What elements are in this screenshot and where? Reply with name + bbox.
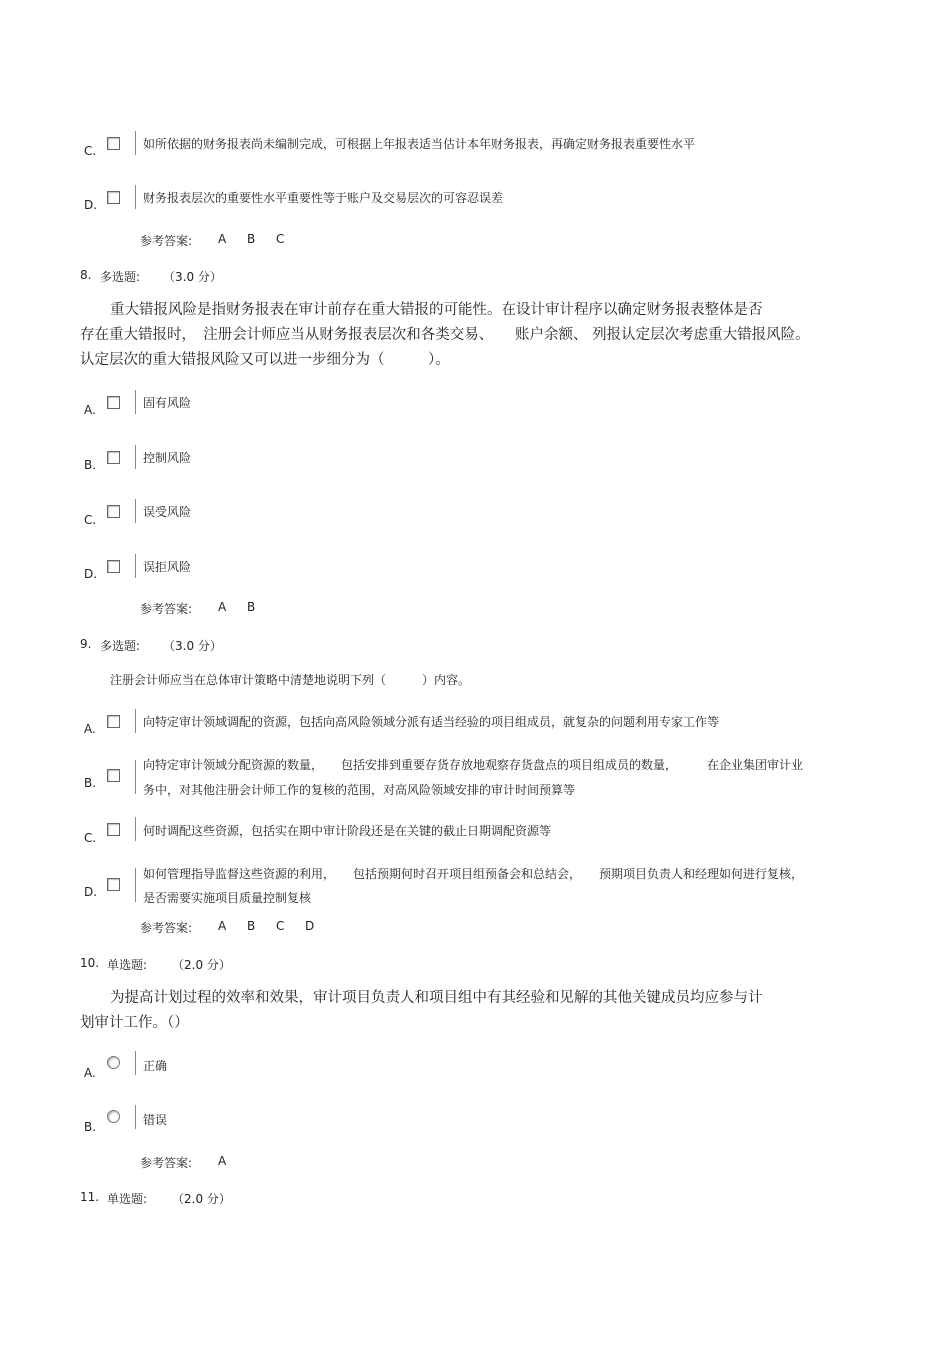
option-text: 务中，对其他注册会计师工作的复核的范围，对高风险领域安排的审计时间预算等 (143, 783, 576, 797)
question-type: 单选题: (107, 1192, 148, 1206)
question-type: 多选题: (100, 639, 141, 653)
option-text: 是否需要实施项目质量控制复核 (143, 891, 312, 905)
divider (135, 131, 136, 155)
divider (135, 817, 136, 841)
option-text: 如何管理指导监督这些资源的利用， 包括预期何时召开项目组预备会和总结会， 预期项目负责人和经理如何进行复核， (143, 867, 804, 881)
question-number: 9. (80, 637, 92, 651)
question-score: （2.0 分） (172, 958, 231, 972)
checkbox[interactable] (107, 137, 120, 150)
answer-letter: D (305, 919, 315, 933)
option-text: 误受风险 (143, 505, 192, 519)
divider (135, 445, 136, 469)
option-letter: B. (84, 776, 97, 790)
checkbox[interactable] (107, 505, 120, 518)
option-letter: A. (84, 722, 96, 736)
question-number: 11. (80, 1190, 100, 1204)
divider (135, 868, 136, 902)
divider (135, 390, 136, 414)
answer-letter: A (218, 919, 227, 933)
option-text: 财务报表层次的重要性水平重要性等于账户及交易层次的可容忍误差 (143, 191, 504, 205)
option-text: 如所依据的财务报表尚未编制完成，可根据上年报表适当估计本年财务报表，再确定财务报表重要性水平 (143, 137, 696, 151)
q9-stem: 注册会计师应当在总体审计策略中清楚地说明下列（ ）内容。 (110, 673, 471, 687)
option-text: 正确 (143, 1059, 168, 1073)
option-letter: C. (84, 513, 97, 527)
answer-letter: A (218, 600, 227, 614)
option-letter: D. (84, 885, 98, 899)
option-text: 误拒风险 (143, 560, 192, 574)
checkbox[interactable] (107, 451, 120, 464)
option-letter: D. (84, 198, 98, 212)
question-type: 单选题: (107, 958, 148, 972)
radio-button[interactable] (107, 1056, 120, 1069)
option-text: 控制风险 (143, 451, 192, 465)
answer-letter: A (218, 232, 227, 246)
option-text: 向特定审计领域调配的资源，包括向高风险领域分派有适当经验的项目组成员，就复杂的问题利用专家工作等 (143, 715, 720, 729)
option-letter: C. (84, 144, 97, 158)
answer-label: 参考答案: (140, 602, 193, 616)
question-type: 多选题: (100, 270, 141, 284)
stem-line: 划审计工作。（） (80, 1015, 189, 1031)
option-text: 固有风险 (143, 396, 192, 410)
stem-line: 认定层次的重大错报风险又可以进一步细分为（ ）。 (80, 352, 450, 368)
divider (135, 1105, 136, 1129)
checkbox[interactable] (107, 191, 120, 204)
checkbox[interactable] (107, 823, 120, 836)
divider (135, 709, 136, 733)
option-letter: D. (84, 567, 98, 581)
option-letter: C. (84, 831, 97, 845)
answer-letter: B (247, 232, 256, 246)
stem-line: 存在重大错报时， 注册会计师应当从财务报表层次和各类交易、 账户余额、 列报认定层次考虑重大错报风险。 (80, 327, 810, 343)
checkbox[interactable] (107, 878, 120, 891)
checkbox[interactable] (107, 560, 120, 573)
option-text: 向特定审计领域分配资源的数量， 包括安排到重要存货存放地观察存货盘点的项目组成员的数量， 在企业集团审计业 (143, 758, 804, 772)
answer-label: 参考答案: (140, 1156, 193, 1170)
question-number: 8. (80, 268, 92, 282)
question-number: 10. (80, 956, 100, 970)
question-score: （2.0 分） (172, 1192, 231, 1206)
option-letter: A. (84, 1066, 96, 1080)
answer-letter: A (218, 1154, 227, 1168)
answer-letter: C (276, 232, 285, 246)
stem-line: 为提高计划过程的效率和效果，审计项目负责人和项目组中有其经验和见解的其他关键成员均应参与计 (110, 990, 763, 1006)
checkbox[interactable] (107, 769, 120, 782)
checkbox[interactable] (107, 715, 120, 728)
radio-button[interactable] (107, 1110, 120, 1123)
divider (135, 499, 136, 523)
answer-letter: B (247, 600, 256, 614)
option-letter: B. (84, 1120, 97, 1134)
question-score: （3.0 分） (163, 639, 222, 653)
checkbox[interactable] (107, 396, 120, 409)
stem-line: 重大错报风险是指财务报表在审计前存在重大错报的可能性。在设计审计程序以确定财务报表整体是否 (110, 302, 763, 318)
answer-letter: B (247, 919, 256, 933)
divider (135, 554, 136, 578)
option-text: 何时调配这些资源，包括实在期中审计阶段还是在关键的截止日期调配资源等 (143, 824, 552, 838)
answer-label: 参考答案: (140, 921, 193, 935)
divider (135, 760, 136, 794)
answer-label: 参考答案: (140, 234, 193, 248)
divider (135, 185, 136, 209)
divider (135, 1051, 136, 1075)
option-letter: B. (84, 458, 97, 472)
answer-letter: C (276, 919, 285, 933)
option-text: 错误 (143, 1113, 168, 1127)
option-letter: A. (84, 403, 96, 417)
question-score: （3.0 分） (163, 270, 222, 284)
